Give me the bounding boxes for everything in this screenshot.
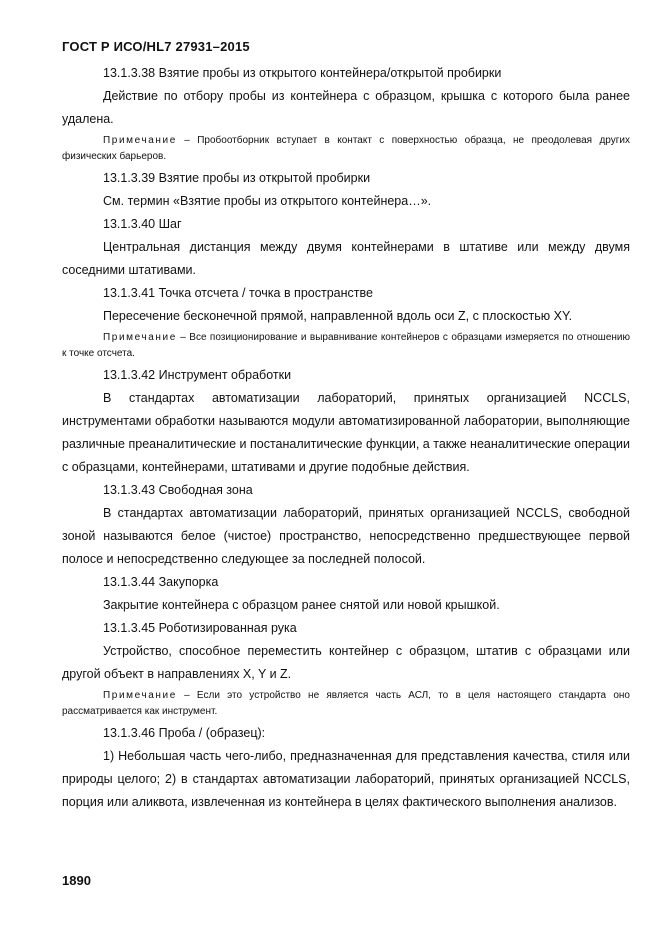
note <box>62 328 630 364</box>
term-heading: 13.1.3.42 Инструмент обработки <box>103 368 292 382</box>
note <box>62 686 630 722</box>
term-heading: 13.1.3.40 Шаг <box>103 217 182 231</box>
page-number: 1890 <box>62 873 91 888</box>
term-heading: 13.1.3.39 Взятие пробы из открытой пробирки <box>103 171 371 185</box>
term-heading: 13.1.3.44 Закупорка <box>103 575 219 589</box>
term-heading: 13.1.3.41 Точка отсчета / точка в пространстве <box>103 286 373 300</box>
note <box>62 131 630 167</box>
document-body <box>62 62 630 814</box>
note-text: – Пробоотборник вступает в контакт с поверхностью образца, не преодолевая других физических барьеров. <box>62 135 630 162</box>
term-definition: 1) Небольшая часть чего-либо, предназначенная для представления качества, стиля или природы целого; 2) в стандартах автоматизации лабораторий, принятых организацией NCCLS, порция или аликвота, извлеченная из контейнера в целях фактического выполнения анализов. <box>62 749 630 809</box>
term-heading: 13.1.3.43 Свободная зона <box>103 483 253 497</box>
term-definition: В стандартах автоматизации лабораторий, принятых организацией NCCLS, свободной зоной называются белое (чистое) пространство, непосредственно предшествующее первой полосе и непосредственно следующее за последней полосой. <box>62 506 630 566</box>
note-text: – Если это устройство не является часть АСЛ, то в целя настоящего стандарта оно рассматривается как инструмент. <box>62 690 630 717</box>
term-heading: 13.1.3.45 Роботизированная рука <box>103 621 297 635</box>
term-definition: Центральная дистанция между двумя контейнерами в штативе или между двумя соседними штативами. <box>62 240 630 277</box>
term-definition: Действие по отбору пробы из контейнера с образцом, крышка с которого была ранее удалена. <box>62 89 630 126</box>
term-definition: См. термин «Взятие пробы из открытого контейнера…». <box>103 194 432 208</box>
note-label: Примечание <box>103 135 177 146</box>
note-label: Примечание <box>103 332 177 343</box>
note-text: – Все позиционирование и выравнивание контейнеров с образцами измеряется по отношению к точке отсчета. <box>62 332 630 359</box>
document-header: ГОСТ Р ИСО/HL7 27931–2015 <box>62 39 250 54</box>
term-definition: Закрытие контейнера с образцом ранее снятой или новой крышкой. <box>103 598 500 612</box>
term-definition: Пересечение бесконечной прямой, направленной вдоль оси Z, с плоскостью XY. <box>103 309 573 323</box>
term-definition: В стандартах автоматизации лабораторий, принятых организацией NCCLS, инструментами обработки называются модули автоматизированной лаборатории, выполняющие различные преаналитические и постаналитические функции, а также неаналитические операции с образцами, контейнерами, штативами и другие подобные действия. <box>62 391 630 474</box>
term-heading: 13.1.3.38 Взятие пробы из открытого контейнера/открытой пробирки <box>103 66 502 80</box>
note-label: Примечание <box>103 690 177 701</box>
term-definition: Устройство, способное переместить контейнер с образцом, штатив с образцами или другой объект в направлениях X, Y и Z. <box>62 644 630 681</box>
term-heading: 13.1.3.46 Проба / (образец): <box>103 726 266 740</box>
